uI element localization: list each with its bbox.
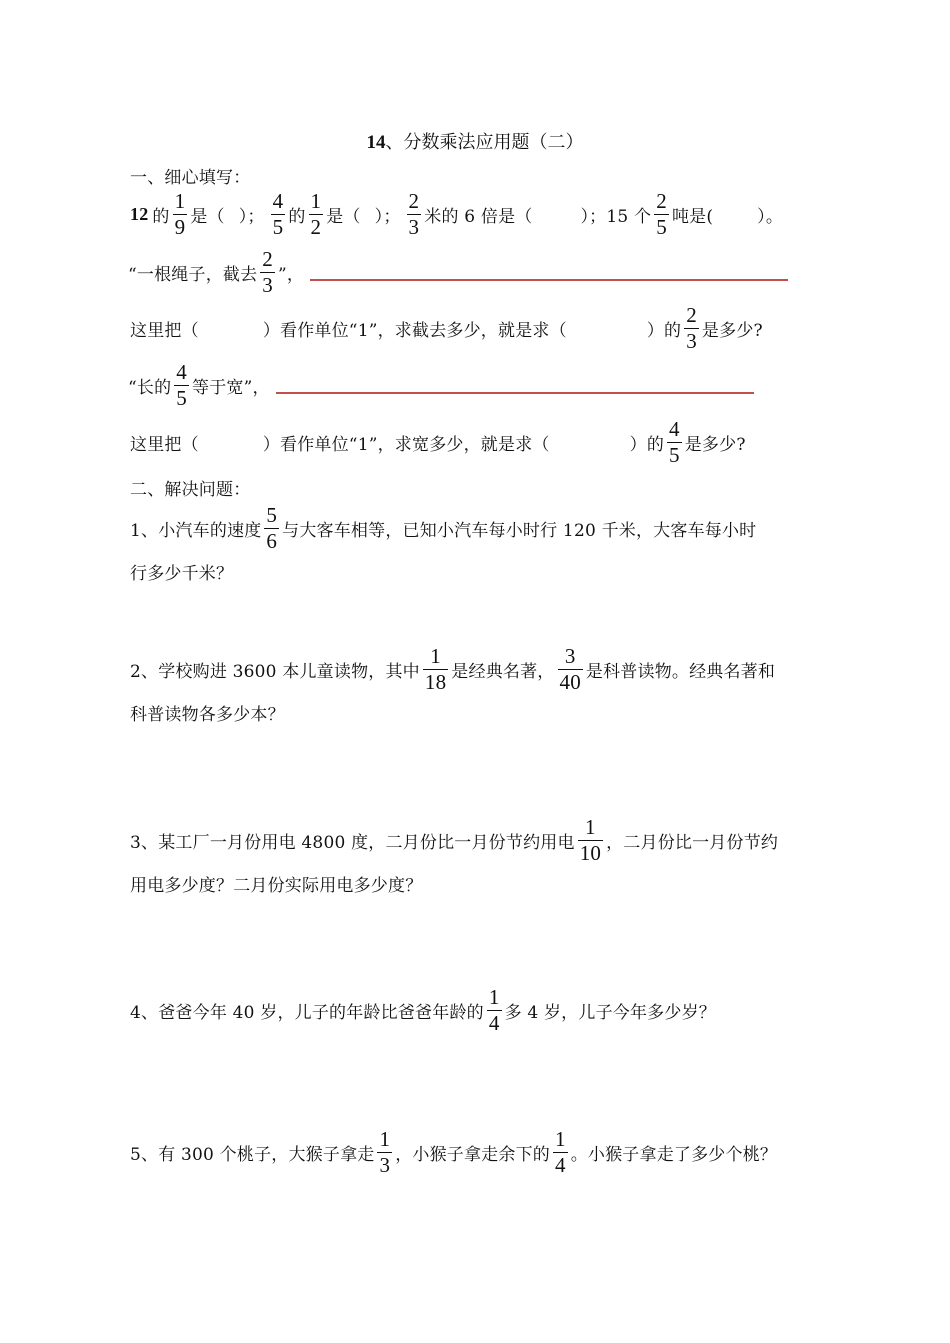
fraction xyxy=(407,188,422,239)
fraction-denominator: 5 xyxy=(656,214,667,239)
fraction xyxy=(271,188,286,239)
fill-line-4: “长的 $\frac{4}{5}$ 等于宽”， xyxy=(128,357,754,413)
question-5: 5、有 300 个桃子，大猴子拿走 $\frac{1}{3}$ ，小猴子拿走余下的 $\frac{1}{4}$ 。小猴子拿走了多少个桃？ xyxy=(130,1126,778,1177)
question-1-line2: 行多少千米？ xyxy=(130,563,234,584)
fraction-numerator: 2 xyxy=(262,246,273,271)
fraction-denominator: 3 xyxy=(379,1152,391,1177)
fraction-denominator: 9 xyxy=(174,214,186,239)
fraction-numerator: 2 xyxy=(656,188,667,213)
fraction-numerator: 5 xyxy=(266,502,278,527)
fraction-denominator: 40 xyxy=(559,669,581,694)
answer-underline[interactable] xyxy=(310,279,788,281)
fraction-denominator: 3 xyxy=(686,328,697,353)
fraction-numerator: 1 xyxy=(430,643,441,668)
fraction-denominator: 5 xyxy=(176,385,187,410)
fraction xyxy=(578,814,603,865)
fraction-denominator: 10 xyxy=(579,840,602,865)
fraction xyxy=(667,416,682,467)
title-text: 、分数乘法应用题（二） xyxy=(385,132,584,153)
section1-heading: 一、细心填写： xyxy=(130,167,251,188)
fraction xyxy=(264,502,279,553)
fill-line-2: “一根绳子，截去 $\frac{2}{3}$ ”， xyxy=(128,244,788,300)
question-3: 3、某工厂一月份用电 4800 度，二月份比一月份节约用电 $\frac{1}{10}$ ，二月份比一月份节约 xyxy=(130,814,779,865)
page-title xyxy=(0,128,950,154)
fraction-denominator: 5 xyxy=(669,442,680,467)
fraction-numerator: 1 xyxy=(555,1126,566,1151)
fraction-denominator: 4 xyxy=(488,1010,500,1035)
fraction-numerator: 4 xyxy=(272,188,284,213)
fraction-numerator: 1 xyxy=(310,188,322,213)
fraction xyxy=(260,246,275,297)
fraction-numerator: 3 xyxy=(564,643,576,668)
fill-line-3: 这里把（ ）看作单位“1”，求截去多少，就是求（ ）的 $\frac{2}{3}$ 是多少? xyxy=(130,302,763,353)
question-4: 4、爸爸今年 40 岁，儿子的年龄比爸爸年龄的 $\frac{1}{4}$ 多 4 岁，儿子今年多少岁？ xyxy=(130,984,716,1035)
fraction-denominator: 4 xyxy=(555,1152,566,1177)
fraction xyxy=(558,643,583,694)
fraction-numerator: 4 xyxy=(176,359,187,384)
fraction xyxy=(377,1126,392,1177)
fraction xyxy=(174,359,189,410)
fill-line-1: 12 的 $\frac{1}{9}$ 是（ ）； $\frac{4}{5}$ 的 $\frac{1}{2}$ 是（ ）； $\frac{2}{3}$ 米的 6 倍是（ ）；15 个 $\frac{2}{5}$ 吨是( ）。 xyxy=(130,188,784,239)
fraction xyxy=(553,1126,568,1177)
question-2: 2、学校购进 3600 本儿童读物，其中 $\frac{1}{18}$ 是经典名著， $\frac{3}{40}$ 是科普读物。经典名著和 xyxy=(130,643,776,694)
fraction-numerator: 1 xyxy=(488,984,500,1009)
answer-underline[interactable] xyxy=(276,392,754,394)
fraction xyxy=(173,188,188,239)
fraction-numerator: 4 xyxy=(669,416,680,441)
fill-line-5: 这里把（ ）看作单位“1”，求宽多少，就是求（ ）的 $\frac{4}{5}$ 是多少? xyxy=(130,416,746,467)
fraction-denominator: 6 xyxy=(266,528,278,553)
fraction-numerator: 1 xyxy=(379,1126,391,1151)
fraction xyxy=(684,302,699,353)
question-3-line2: 用电多少度？二月份实际用电多少度？ xyxy=(130,875,423,896)
fraction xyxy=(309,188,324,239)
fraction-denominator: 18 xyxy=(424,669,447,694)
fraction-denominator: 3 xyxy=(408,214,420,239)
fraction-denominator: 3 xyxy=(262,272,273,297)
question-1: 1、小汽车的速度 $\frac{5}{6}$ 与大客车相等，已知小汽车每小时行 120 千米，大客车每小时 xyxy=(130,502,757,553)
question-2-line2: 科普读物各多少本？ xyxy=(130,704,285,725)
fraction-denominator: 2 xyxy=(310,214,322,239)
fraction-denominator: 5 xyxy=(272,214,284,239)
fraction xyxy=(487,984,502,1035)
fraction xyxy=(654,188,669,239)
fraction-numerator: 1 xyxy=(585,814,596,839)
fraction-numerator: 1 xyxy=(174,188,186,213)
fraction xyxy=(423,643,448,694)
section2-heading: 二、解决问题： xyxy=(130,479,251,500)
fraction-numerator: 2 xyxy=(686,302,697,327)
title-number: 14 xyxy=(366,132,386,153)
fraction-numerator: 2 xyxy=(408,188,420,213)
